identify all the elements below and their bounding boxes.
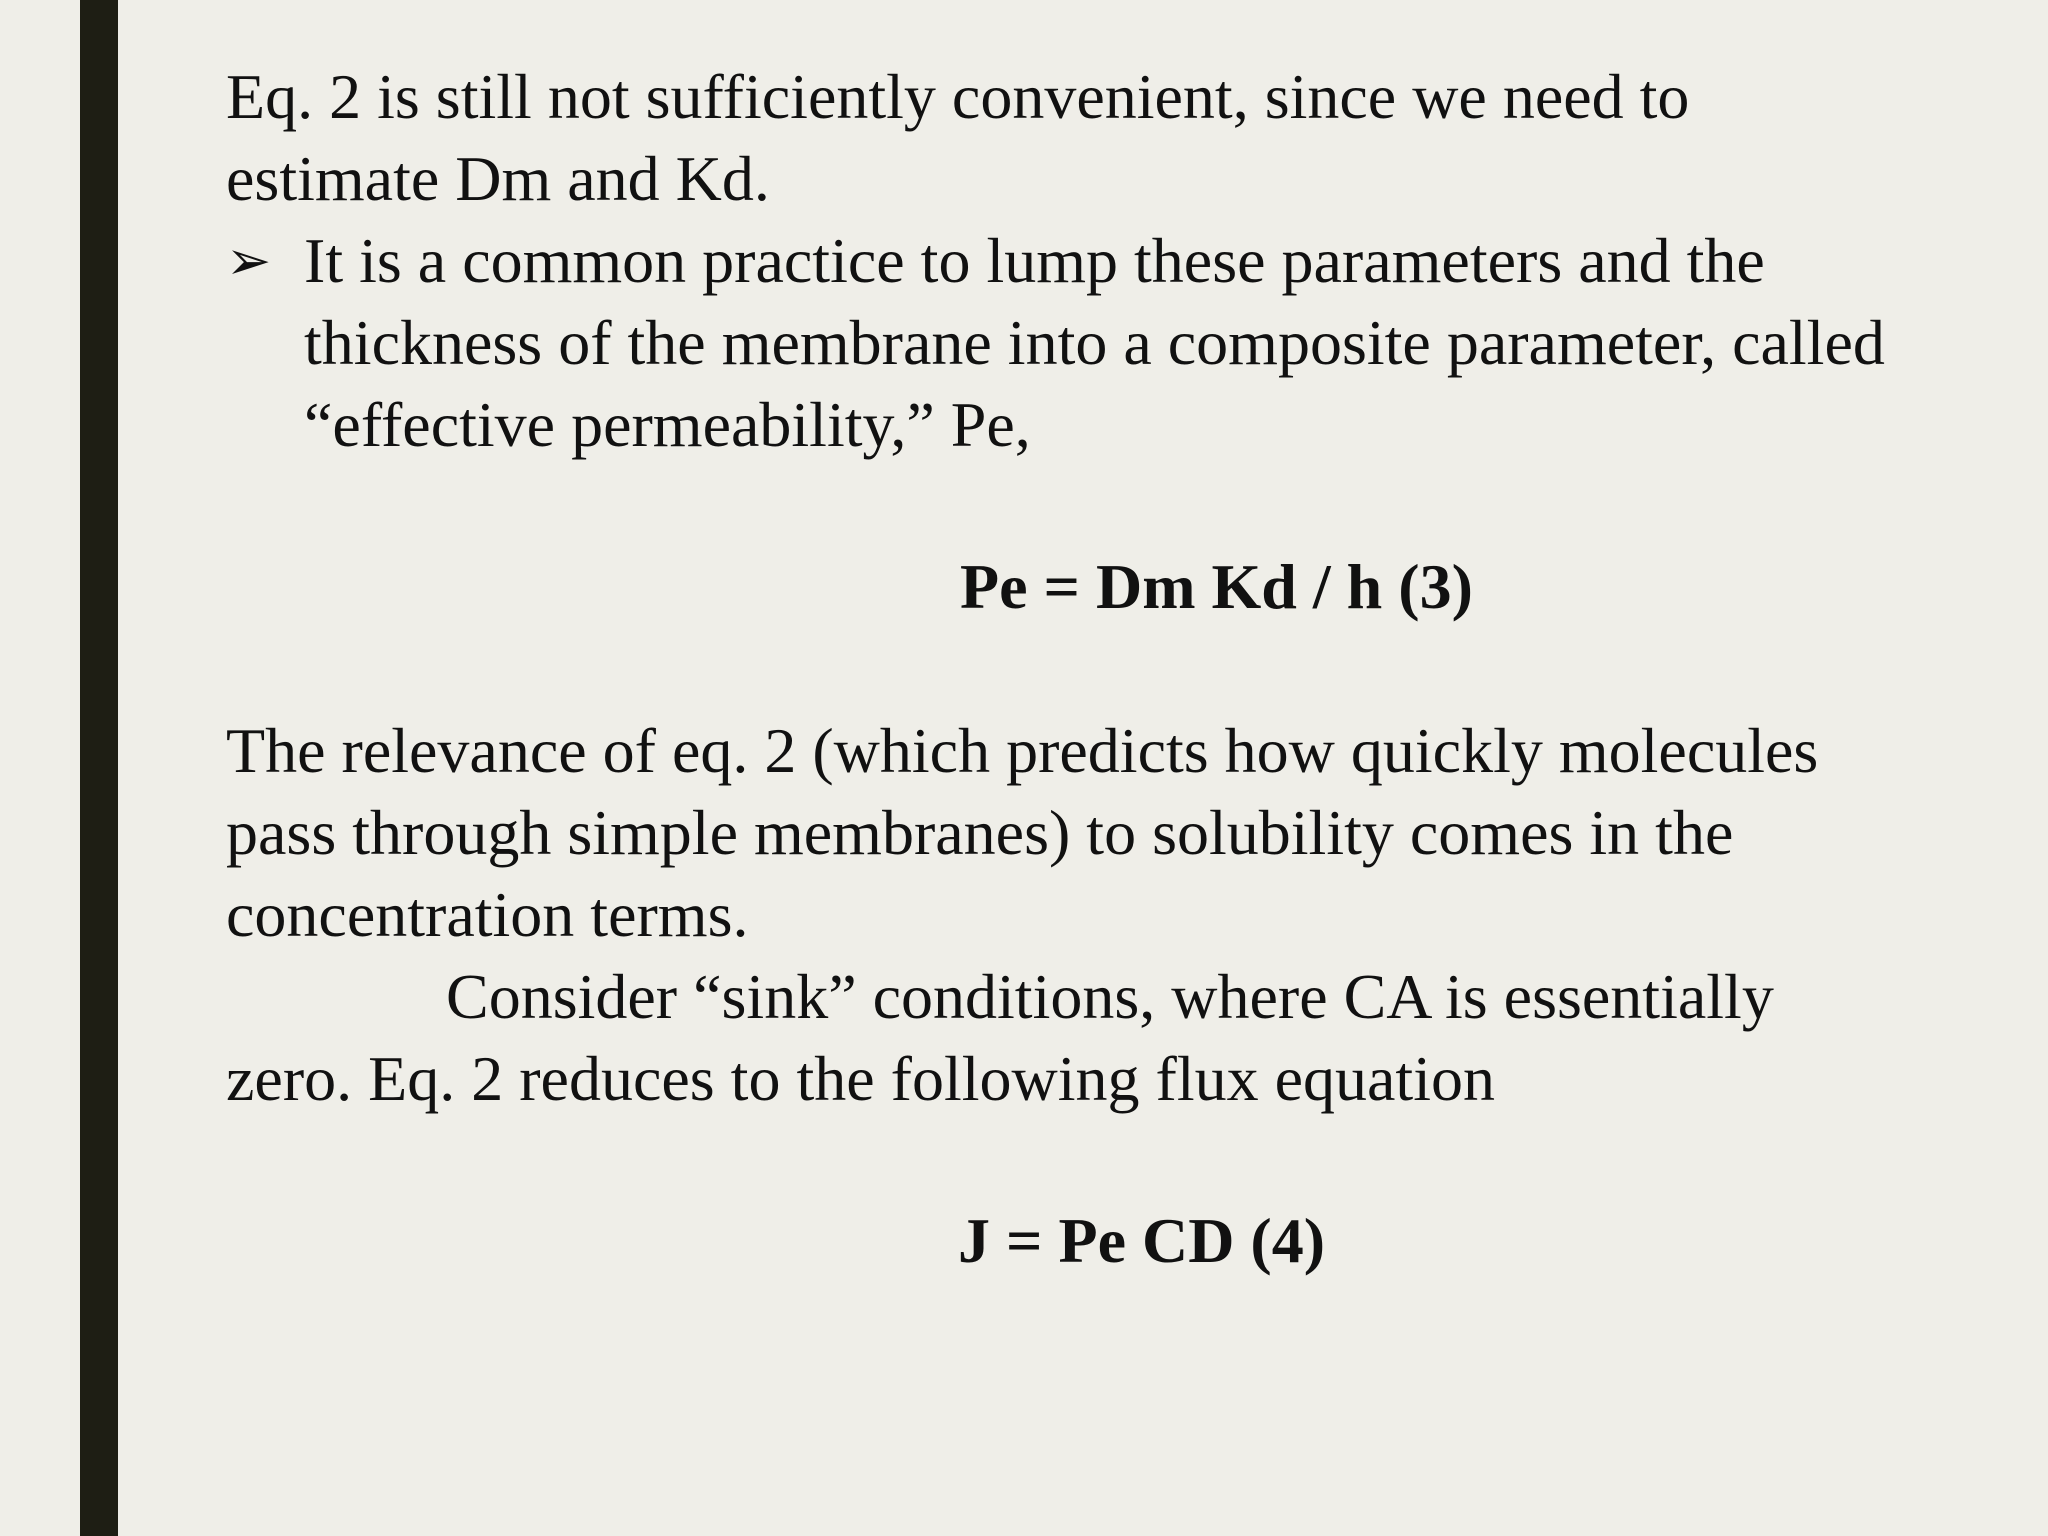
bullet-item (226, 220, 2016, 466)
arrowhead-bullet-icon: ➢ (226, 229, 272, 292)
intro-paragraph: Eq. 2 is still not sufficiently convenient, since we need to estimate Dm and Kd. (226, 61, 1690, 214)
relevance-paragraph: The relevance of eq. 2 (which predicts how quickly molecules pass through simple membranes) to solubility comes in the concentration terms. (226, 715, 1819, 950)
sink-line-1: Consider “sink” conditions, where CA is essentially (446, 961, 1774, 1032)
equation-4: J = Pe CD (4) (958, 1205, 1326, 1276)
sink-line-2: zero. Eq. 2 reduces to the following flux equation (226, 1043, 1495, 1114)
slide-content (226, 56, 2016, 1282)
bullet-text: It is a common practice to lump these parameters and the thickness of the membrane into a composite parameter, called “effective permeability,” Pe, (304, 225, 1885, 460)
slide-accent-bar (80, 0, 118, 1536)
equation-3: Pe = Dm Kd / h (3) (960, 551, 1473, 622)
